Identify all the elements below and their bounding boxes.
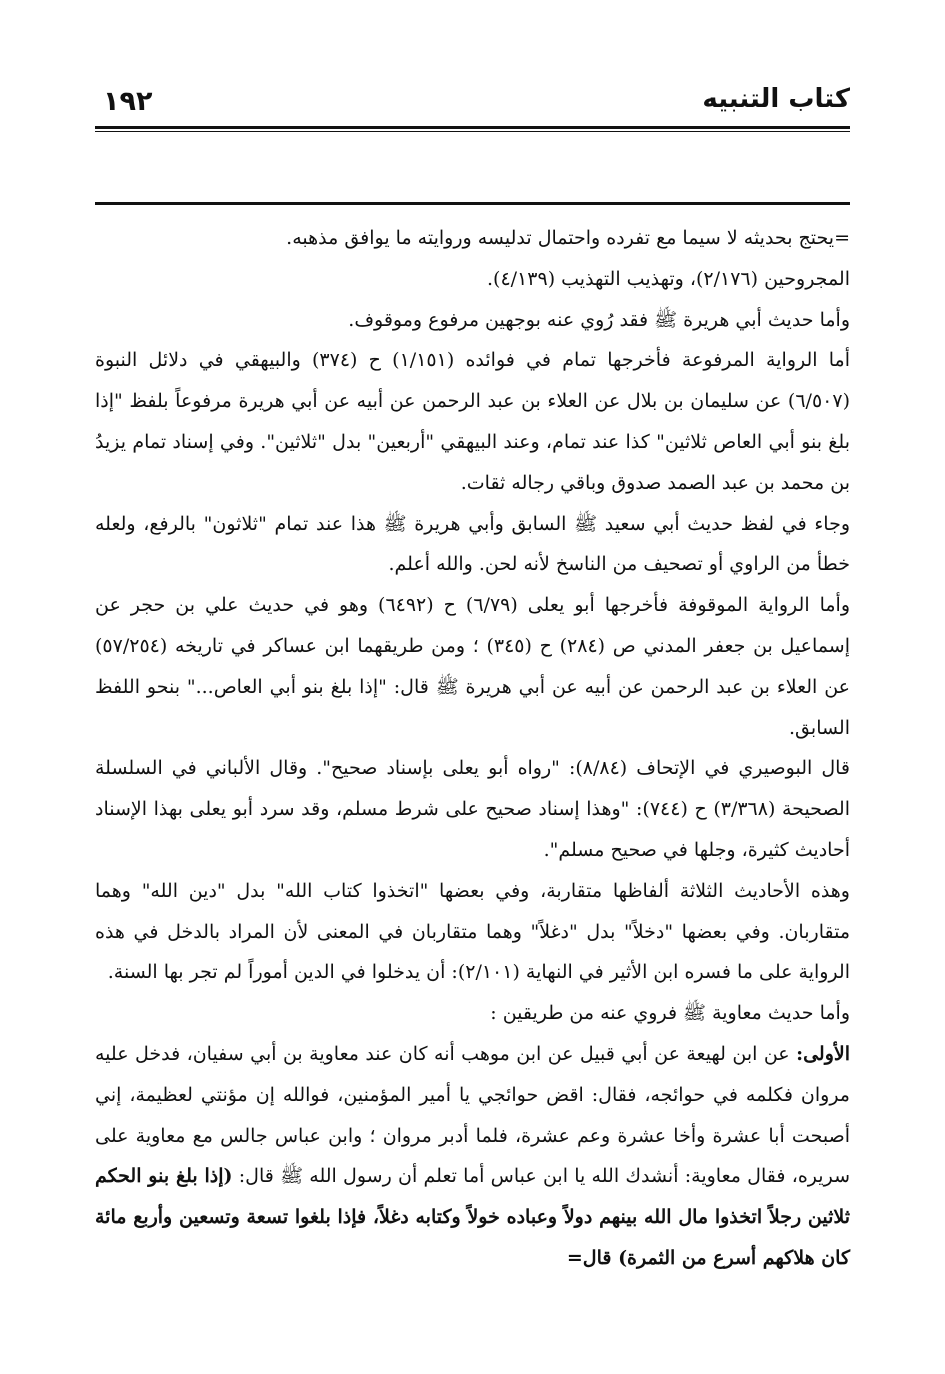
header-rule-thin xyxy=(95,131,850,132)
footnote-text xyxy=(95,218,850,1279)
paragraph: وأما حديث معاوية ﷺ فروي عنه من طريقين : xyxy=(490,1002,850,1025)
running-header xyxy=(95,84,850,124)
continuation-text: قال= xyxy=(566,1246,619,1269)
hadith-quote: (إذا بلغ بنو الحكم ثلاثين رجلاً اتخذوا مال الله بينهم دولاً وعباده خولاً وكتابه دغلاً، فإذا بلغوا تسعة وتسعين وأربع مائة كان هلاكهم أسرع من الثمرة) xyxy=(95,1165,850,1269)
paragraph: =يحتج بحديثه لا سيما مع تفرده واحتمال تدليسه وروايته ما يوافق مذهبه. xyxy=(286,227,850,249)
paragraph: وأما الرواية الموقوفة فأخرجها أبو يعلى (٦/٧٩) ح (٦٤٩٢) وهو في حديث علي بن حجر عن إسماعيل بن جعفر المدني ص (٢٨٤) ح (٣٤٥) ؛ ومن طريقهما ابن عساكر في تاريخه (٥٧/٢٥٤) عن العلاء بن عبد الرحمن عن أبيه عن أبي هريرة ﷺ قال: "إذا بلغ بنو أبي العاص..." بنحو اللفظ السابق. xyxy=(95,594,851,739)
paragraph: وهذه الأحاديث الثلاثة ألفاظها متقاربة، وفي بعضها "اتخذوا كتاب الله" بدل "دين الله" وهما متقاربان. وفي بعضها "دخلاً" بدل "دغلاً" وهما متقاربان في المعنى لأن المراد بالدخل في هذه الرواية على ما فسره ابن الأثير في النهاية (٢/١٠١): أن يدخلوا في الدين أموراً لم تجر بها السنة. xyxy=(95,879,850,984)
route-label: الأولى: xyxy=(796,1042,850,1065)
page-number: ١٩٢ xyxy=(103,86,153,117)
book-title: كتاب التنبيه xyxy=(702,84,850,114)
route-text: عن ابن لهيعة عن أبي قبيل عن ابن موهب أنه كان عند معاوية بن أبي سفيان، فدخل عليه مروان فكلمه في حوائجه، فقال: اقض حوائجي يا أمير المؤمنين، فوالله إن مؤنتي لعظيمة، إني أصبحت أبا عشرة وأخا عشرة وعم عشرة، فلما أدبر مروان ؛ وابن عباس جالس مع معاوية على سريره، فقال معاوية: أنشدك الله يا ابن عباس أما تعلم أن رسول الله ﷺ قال: xyxy=(95,1042,850,1188)
paragraph: المجروحين (٢/١٧٦)، وتهذيب التهذيب (٤/١٣٩). xyxy=(487,267,850,290)
header-rule-thick xyxy=(95,126,850,129)
paragraph: وأما حديث أبي هريرة ﷺ فقد رُوي عنه بوجهين مرفوع وموقوف. xyxy=(348,308,850,331)
paragraph: وجاء في لفظ حديث أبي سعيد ﷺ السابق وأبي هريرة ﷺ هذا عند تمام "ثلاثون" بالرفع، ولعله خطأ من الراوي أو تصحيف من الناسخ لأنه لحن. والله أعلم. xyxy=(95,512,850,576)
paragraph: قال البوصيري في الإتحاف (٨/٨٤): "رواه أبو يعلى بإسناد صحيح". وقال الألباني في السلسلة الصحيحة (٣/٣٦٨) ح (٧٤٤): "وهذا إسناد صحيح على شرط مسلم، وقد سرد أبو يعلى بهذا الإسناد أحاديث كثيرة، وجلها في صحيح مسلم". xyxy=(95,757,850,861)
footnote-separator-rule xyxy=(95,202,850,205)
paragraph-first-route xyxy=(95,1034,850,1279)
paragraph: أما الرواية المرفوعة فأخرجها تمام في فوائده (١/١٥١) ح (٣٧٤) والبيهقي في دلائل النبوة (٦/٥٠٧) عن سليمان بن بلال عن العلاء بن عبد الرحمن عن أبيه عن أبي هريرة مرفوعاً بلفظ "إذا بلغ بنو أبي العاص ثلاثين" كذا عند تمام، وعند البيهقي "أربعين" بدل "ثلاثين". وفي إسناد تمام يزيدُ بن محمد بن عبد الصمد صدوق وباقي رجاله ثقات. xyxy=(95,349,851,494)
